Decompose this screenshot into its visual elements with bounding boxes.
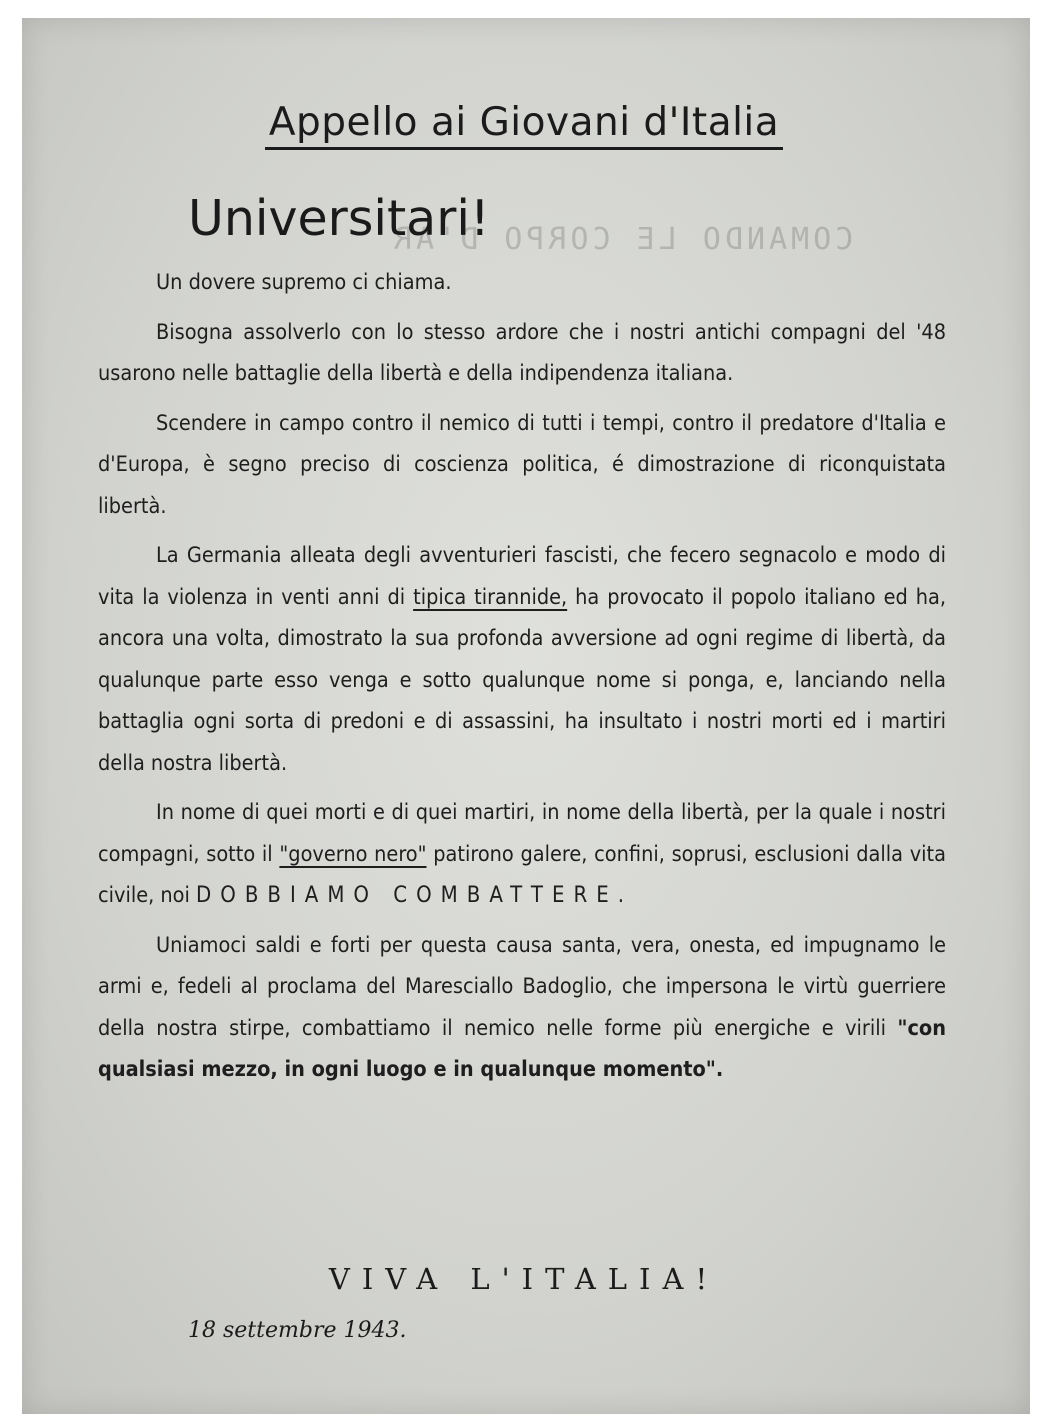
paragraph-6 [98, 925, 946, 1091]
poster-body [98, 262, 946, 1099]
paragraph-5-part-a: In nome di quei morti e di quei martiri, in nome della libertà, per la quale i nostri compagni, sotto il [98, 800, 946, 867]
underlined-phrase-tirannide: tipica tirannide, [413, 584, 568, 610]
poster-title-text: Appello ai Giovani d'Italia [265, 100, 783, 150]
paragraph-5-part-b: patirono galere, confini, soprusi, esclusioni dalla vita civile, noi [98, 841, 946, 908]
paragraph-4-part-b: ha provocato il popolo italiano ed ha, ancora una volta, dimostrato la sua profonda avversione ad ogni regime di libertà, da qualunque parte esso venga e sotto qualunque nome si ponga, e, lanciando nella battaglia ogni sorta di predoni e di assassini, ha insultato i nostri morti ed i martiri della nostra libertà. [98, 584, 946, 776]
paragraph-2: Bisogna assolverlo con lo stesso ardore che i nostri antichi compagni del '48 usarono nelle battaglie della libertà e della indipendenza italiana. [98, 319, 946, 386]
paragraph-5 [98, 792, 946, 917]
paragraph-3: Scendere in campo contro il nemico di tutti i tempi, contro il predatore d'Italia e d'Europa, è segno preciso di coscienza politica, é dimostrazione di riconquistata libertà. [98, 410, 946, 519]
poster-date: 18 settembre 1943. [188, 1318, 407, 1343]
closing-slogan: VIVA L'ITALIA! [328, 1262, 720, 1296]
paragraph-4-part-a: La Germania alleata degli avventurieri fascisti, che fecero segnacolo e modo di vita la violenza in venti anni di [98, 543, 946, 610]
spaced-phrase-combattere: DOBBIAMO COMBATTERE. [196, 883, 633, 908]
underlined-phrase-governo-nero: "governo nero" [279, 841, 427, 867]
poster-title [0, 100, 1048, 150]
poster-heading: Universitari! [188, 190, 490, 247]
paragraph-6-part-a: Uniamoci saldi e forti per questa causa santa, vera, onesta, ed impugnamo le armi e, fedeli al proclama del Maresciallo Badoglio, che impersona le virtù guerriere della nostra stirpe, combattiamo il nemico nelle forme più energiche e virili [98, 932, 946, 1041]
paragraph-1: Un dovere supremo ci chiama. [156, 270, 452, 295]
faded-stamp: COMANDO LE CORPO D'AR [390, 222, 854, 257]
bold-quote: "con qualsiasi mezzo, in ogni luogo e in qualunque momento". [98, 1015, 946, 1082]
paragraph-4 [98, 535, 946, 784]
